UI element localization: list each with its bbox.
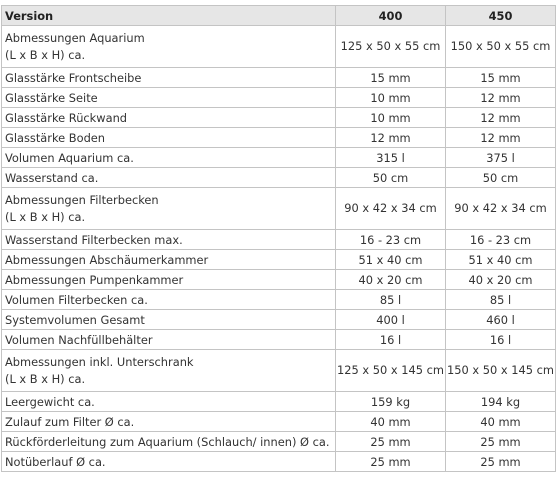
cell-450: 16 - 23 cm <box>446 230 556 250</box>
row-label-line: Zulauf zum Filter Ø ca. <box>5 414 135 429</box>
cell-400: 40 mm <box>336 412 446 432</box>
table-row <box>2 250 556 270</box>
table-row <box>2 108 556 128</box>
row-label <box>2 108 336 128</box>
cell-450: 15 mm <box>446 68 556 88</box>
cell-450: 25 mm <box>446 432 556 452</box>
cell-450: 90 x 42 x 34 cm <box>446 188 556 230</box>
cell-400: 12 mm <box>336 128 446 148</box>
row-label <box>2 148 336 168</box>
cell-400: 25 mm <box>336 452 446 472</box>
table-row <box>2 412 556 432</box>
table-row <box>2 148 556 168</box>
table-row <box>2 188 556 230</box>
cell-400: 16 l <box>336 330 446 350</box>
header-400: 400 <box>336 6 446 26</box>
cell-400: 10 mm <box>336 108 446 128</box>
cell-450: 50 cm <box>446 168 556 188</box>
cell-400: 50 cm <box>336 168 446 188</box>
cell-400: 90 x 42 x 34 cm <box>336 188 446 230</box>
table-row <box>2 128 556 148</box>
cell-400: 16 - 23 cm <box>336 230 446 250</box>
row-label <box>2 68 336 88</box>
row-label-line: Abmessungen Pumpenkammer <box>5 272 184 287</box>
cell-400: 125 x 50 x 55 cm <box>336 26 446 68</box>
row-label-line: Glasstärke Frontscheibe <box>5 70 142 85</box>
row-label-line: (L x B x H) ca. <box>5 371 86 386</box>
row-label <box>2 350 336 392</box>
row-label-line: Abmessungen Filterbecken <box>5 192 159 207</box>
cell-450: 194 kg <box>446 392 556 412</box>
row-label <box>2 310 336 330</box>
cell-450: 40 x 20 cm <box>446 270 556 290</box>
row-label <box>2 26 336 68</box>
row-label <box>2 250 336 270</box>
row-label-line: Volumen Nachfüllbehälter <box>5 332 153 347</box>
row-label-line: Glasstärke Boden <box>5 130 106 145</box>
row-label-line: Abmessungen inkl. Unterschrank <box>5 354 194 369</box>
cell-450: 375 l <box>446 148 556 168</box>
table-row <box>2 270 556 290</box>
row-label <box>2 270 336 290</box>
header-version: Version <box>2 6 336 26</box>
row-label-line: Abmessungen Aquarium <box>5 30 145 45</box>
cell-400: 400 l <box>336 310 446 330</box>
cell-400: 85 l <box>336 290 446 310</box>
cell-400: 25 mm <box>336 432 446 452</box>
table-row <box>2 230 556 250</box>
cell-450: 51 x 40 cm <box>446 250 556 270</box>
table-row <box>2 350 556 392</box>
row-label-line: Volumen Aquarium ca. <box>5 150 134 165</box>
cell-450: 460 l <box>446 310 556 330</box>
row-label <box>2 412 336 432</box>
row-label-line: Notüberlauf Ø ca. <box>5 454 106 469</box>
row-label-line: (L x B x H) ca. <box>5 209 86 224</box>
cell-450: 16 l <box>446 330 556 350</box>
row-label <box>2 432 336 452</box>
header-450: 450 <box>446 6 556 26</box>
table-row <box>2 88 556 108</box>
cell-450: 12 mm <box>446 88 556 108</box>
table-body <box>2 26 556 472</box>
cell-400: 51 x 40 cm <box>336 250 446 270</box>
row-label-line: Wasserstand Filterbecken max. <box>5 232 183 247</box>
row-label-line: Glasstärke Rückwand <box>5 110 128 125</box>
row-label <box>2 128 336 148</box>
cell-450: 12 mm <box>446 108 556 128</box>
row-label <box>2 290 336 310</box>
table-row <box>2 310 556 330</box>
row-label <box>2 188 336 230</box>
row-label <box>2 230 336 250</box>
table-row <box>2 330 556 350</box>
row-label-line: Abmessungen Abschäumerkammer <box>5 252 209 267</box>
cell-400: 125 x 50 x 145 cm <box>336 350 446 392</box>
cell-450: 150 x 50 x 145 cm <box>446 350 556 392</box>
table-row <box>2 168 556 188</box>
table-row <box>2 68 556 88</box>
row-label-line: (L x B x H) ca. <box>5 47 86 62</box>
cell-450: 85 l <box>446 290 556 310</box>
spec-table <box>1 5 556 472</box>
row-label <box>2 392 336 412</box>
row-label-line: Volumen Filterbecken ca. <box>5 292 148 307</box>
cell-400: 159 kg <box>336 392 446 412</box>
cell-450: 40 mm <box>446 412 556 432</box>
row-label-line: Leergewicht ca. <box>5 394 95 409</box>
cell-450: 150 x 50 x 55 cm <box>446 26 556 68</box>
cell-450: 25 mm <box>446 452 556 472</box>
row-label-line: Rückförderleitung zum Aquarium (Schlauch/ innen) Ø ca. <box>5 434 330 449</box>
table-row <box>2 432 556 452</box>
cell-400: 15 mm <box>336 68 446 88</box>
table-row <box>2 392 556 412</box>
header-row <box>2 6 556 26</box>
cell-400: 40 x 20 cm <box>336 270 446 290</box>
row-label-line: Glasstärke Seite <box>5 90 98 105</box>
row-label <box>2 168 336 188</box>
cell-400: 315 l <box>336 148 446 168</box>
row-label <box>2 88 336 108</box>
row-label <box>2 452 336 472</box>
cell-450: 12 mm <box>446 128 556 148</box>
row-label-line: Systemvolumen Gesamt <box>5 312 145 327</box>
table-row <box>2 26 556 68</box>
row-label-line: Wasserstand ca. <box>5 170 99 185</box>
table-row <box>2 452 556 472</box>
cell-400: 10 mm <box>336 88 446 108</box>
row-label <box>2 330 336 350</box>
table-row <box>2 290 556 310</box>
